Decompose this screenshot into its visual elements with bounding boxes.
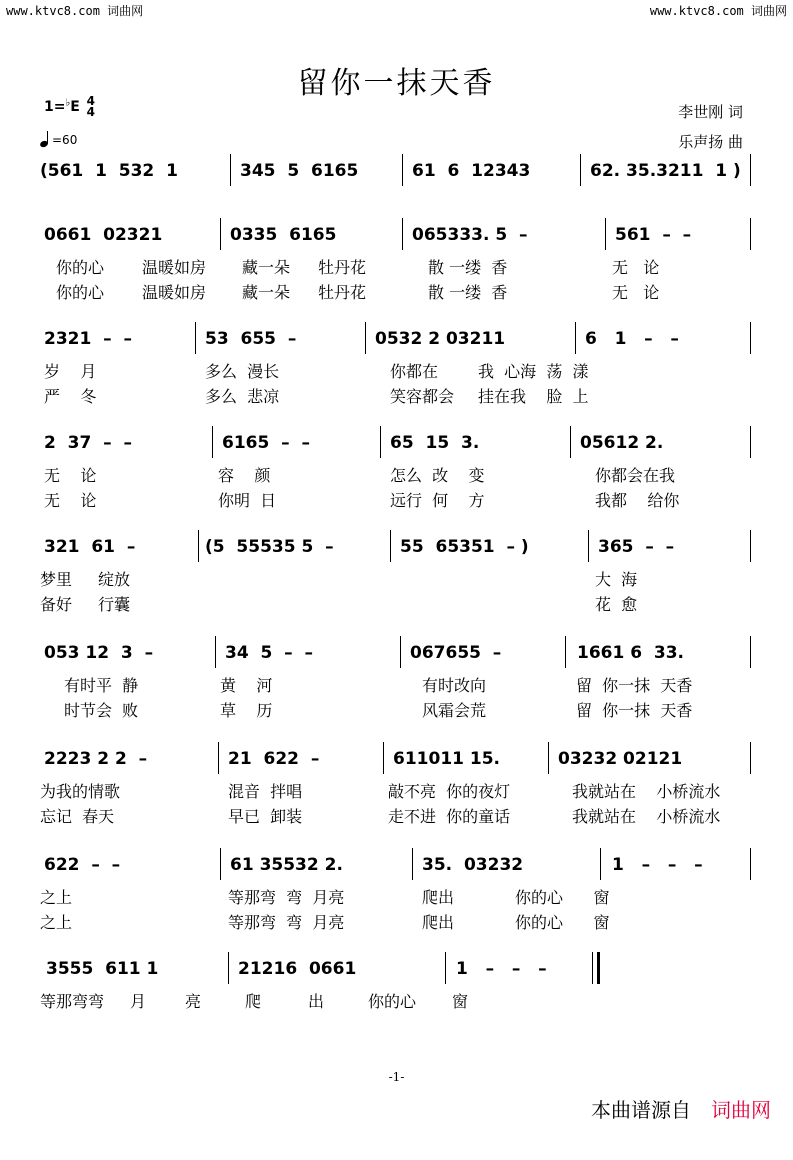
lyric: 你都会在我 <box>595 466 676 485</box>
notation-line <box>40 222 754 248</box>
barline <box>605 218 606 250</box>
watermark-left: www.ktvc8.com 词曲网 <box>6 4 144 18</box>
measure: 35. 03232 <box>422 855 524 875</box>
lyric: 无 论 <box>44 491 97 510</box>
lyric: 等那弯 弯 月亮 <box>228 913 345 932</box>
barline <box>570 426 571 458</box>
measure: 6 1 – – <box>585 329 679 349</box>
measure: 1661 6 33. <box>577 643 685 663</box>
measure: 2 37 – – <box>44 433 132 453</box>
measure: (561 1 532 1 <box>40 161 178 181</box>
lyric: 多么 漫长 <box>205 362 280 381</box>
lyric: 你都在 <box>390 362 439 381</box>
lyric: 草 历 <box>220 701 273 720</box>
measure: 561 – – <box>615 225 692 245</box>
lyric: 时节会 败 <box>64 701 139 720</box>
lyric: 我就站在 小桥流水 <box>572 807 721 826</box>
lyric: 藏一朵 <box>242 258 291 277</box>
lyric: 我都 给你 <box>595 491 680 510</box>
lyric: 敲不亮 你的夜灯 <box>388 782 511 801</box>
lyric: 多么 悲凉 <box>205 387 280 406</box>
measure: 03232 02121 <box>558 749 683 769</box>
lyric: 早已 卸装 <box>228 807 303 826</box>
lyric: 岁 月 <box>44 362 97 381</box>
measure: 0335 6165 <box>230 225 337 245</box>
lyric: 出 <box>308 992 325 1011</box>
measure: 345 5 6165 <box>240 161 359 181</box>
lyric: 之上 <box>40 913 73 932</box>
measure: 065333. 5 – <box>412 225 528 245</box>
lyric: 亮 <box>185 992 202 1011</box>
lyric: 忘记 春天 <box>40 807 115 826</box>
song-title: 留你一抹天香 <box>297 66 496 101</box>
lyric: 严 冬 <box>44 387 97 406</box>
barline <box>230 154 231 186</box>
measure: 1 – – – <box>612 855 703 875</box>
measure: 62. 35.3211 1 ) <box>590 161 741 181</box>
lyric: 你明 日 <box>218 491 277 510</box>
barline <box>365 322 366 354</box>
lyric: 有时平 静 <box>64 676 139 695</box>
lyric: 等那弯弯 <box>40 992 105 1011</box>
lyric: 走不进 你的童话 <box>388 807 511 826</box>
barline <box>565 636 566 668</box>
lyric: 无 论 <box>612 258 660 277</box>
notation-line <box>40 430 754 456</box>
measure: 0661 02321 <box>44 225 163 245</box>
barline <box>220 218 221 250</box>
lyric: 温暖如房 <box>142 258 207 277</box>
lyric: 爬出 <box>422 913 455 932</box>
barline <box>412 848 413 880</box>
barline <box>750 218 751 250</box>
page-number: -1- <box>388 1070 405 1084</box>
lyric: 风霜会荒 <box>422 701 487 720</box>
notation-line <box>40 746 754 772</box>
barline <box>383 742 384 774</box>
lyric: 行囊 <box>98 595 131 614</box>
barline <box>588 530 589 562</box>
lyric: 爬出 <box>422 888 455 907</box>
lyric: 容 颜 <box>218 466 271 485</box>
barline <box>402 154 403 186</box>
lyric: 你的心 窗 <box>515 888 610 907</box>
lyric: 无 论 <box>612 283 660 302</box>
lyric: 为我的情歌 <box>40 782 121 801</box>
watermark-right: www.ktvc8.com 词曲网 <box>649 4 787 18</box>
lyric: 怎么 改 变 <box>390 466 485 485</box>
lyric: 窗 <box>452 992 469 1011</box>
lyric: 月 <box>130 992 147 1011</box>
lyric: 牡丹花 <box>318 283 367 302</box>
barline <box>548 742 549 774</box>
barline <box>402 218 403 250</box>
barline <box>220 848 221 880</box>
barline <box>575 322 576 354</box>
lyric: 留 你一抹 天香 <box>576 701 693 720</box>
lyric: 花 愈 <box>595 595 638 614</box>
barline <box>215 636 216 668</box>
time-signature <box>87 96 95 118</box>
measure: 1 – – – <box>456 959 547 979</box>
measure: 321 61 – <box>44 537 136 557</box>
time-top: 4 <box>86 94 96 108</box>
notation-line <box>40 852 754 878</box>
barline <box>228 952 229 984</box>
measure: 05612 2. <box>580 433 664 453</box>
lyric: 藏一朵 <box>242 283 291 302</box>
notation-line <box>40 956 754 982</box>
measure: 0532 2 03211 <box>375 329 506 349</box>
lyricist-credit: 李世刚 词 <box>678 103 743 121</box>
measure: 067655 – <box>410 643 502 663</box>
lyric: 大 海 <box>595 570 638 589</box>
barline <box>380 426 381 458</box>
measure: 2321 – – <box>44 329 132 349</box>
measure: 053 12 3 – <box>44 643 154 663</box>
barline <box>195 322 196 354</box>
barline <box>750 848 751 880</box>
measure: 365 – – <box>598 537 675 557</box>
lyric: 你的心 <box>368 992 417 1011</box>
flat-sign: ♭ <box>65 97 71 109</box>
key-letter: E <box>70 99 80 115</box>
notation-line <box>40 326 754 352</box>
time-bottom: 4 <box>86 105 96 119</box>
measure: 21216 0661 <box>238 959 357 979</box>
lyric: 之上 <box>40 888 73 907</box>
notation-line <box>40 158 754 184</box>
lyric: 梦里 <box>40 570 73 589</box>
measure: 55 65351 – ) <box>400 537 529 557</box>
quarter-note-icon <box>40 131 50 147</box>
barline <box>212 426 213 458</box>
barline <box>390 530 391 562</box>
lyric: 我就站在 小桥流水 <box>572 782 721 801</box>
lyric: 牡丹花 <box>318 258 367 277</box>
final-barline <box>592 952 600 984</box>
measure: 611011 15. <box>393 749 501 769</box>
notation-line <box>40 640 754 666</box>
measure: 21 622 – <box>228 749 320 769</box>
measure: 34 5 – – <box>225 643 313 663</box>
tempo-value: =60 <box>52 133 78 147</box>
lyric: 我 心海 荡 漾 <box>478 362 589 381</box>
source-label: 本曲谱源自 <box>591 1098 691 1122</box>
measure: 6165 – – <box>222 433 310 453</box>
barline <box>750 426 751 458</box>
lyric: 你的心 窗 <box>515 913 610 932</box>
lyric: 挂在我 脸 上 <box>478 387 589 406</box>
source-credit <box>591 1094 771 1123</box>
lyric: 笑容都会 <box>390 387 455 406</box>
lyric: 你的心 <box>56 258 105 277</box>
barline <box>445 952 446 984</box>
barline <box>750 530 751 562</box>
measure: 2223 2 2 – <box>44 749 148 769</box>
key-signature <box>44 96 95 118</box>
barline <box>750 322 751 354</box>
composer-credit: 乐声扬 曲 <box>678 133 743 151</box>
barline <box>750 636 751 668</box>
measure: 53 655 – <box>205 329 297 349</box>
measure: 622 – – <box>44 855 121 875</box>
lyric: 无 论 <box>44 466 97 485</box>
key-prefix: 1= <box>44 99 66 115</box>
lyric: 绽放 <box>98 570 131 589</box>
lyric: 散 一缕 香 <box>428 283 508 302</box>
barline <box>580 154 581 186</box>
lyric: 有时改向 <box>422 676 487 695</box>
lyric: 远行 何 方 <box>390 491 485 510</box>
tempo-marking <box>40 131 77 147</box>
notation-line <box>40 534 754 560</box>
measure: (5 55535 5 – <box>205 537 334 557</box>
lyric: 黄 河 <box>220 676 273 695</box>
barline <box>750 154 751 186</box>
lyric: 备好 <box>40 595 73 614</box>
barline <box>218 742 219 774</box>
lyric: 混音 拌唱 <box>228 782 303 801</box>
lyric: 散 一缕 香 <box>428 258 508 277</box>
measure: 65 15 3. <box>390 433 480 453</box>
measure: 61 6 12343 <box>412 161 531 181</box>
barline <box>600 848 601 880</box>
lyric: 等那弯 弯 月亮 <box>228 888 345 907</box>
lyric: 留 你一抹 天香 <box>576 676 693 695</box>
barline <box>750 742 751 774</box>
lyric: 爬 <box>245 992 262 1011</box>
barline <box>198 530 199 562</box>
barline <box>400 636 401 668</box>
source-brand[interactable]: 词曲网 <box>711 1098 771 1122</box>
lyric: 你的心 <box>56 283 105 302</box>
measure: 3555 611 1 <box>46 959 159 979</box>
lyric: 温暖如房 <box>142 283 207 302</box>
measure: 61 35532 2. <box>230 855 343 875</box>
